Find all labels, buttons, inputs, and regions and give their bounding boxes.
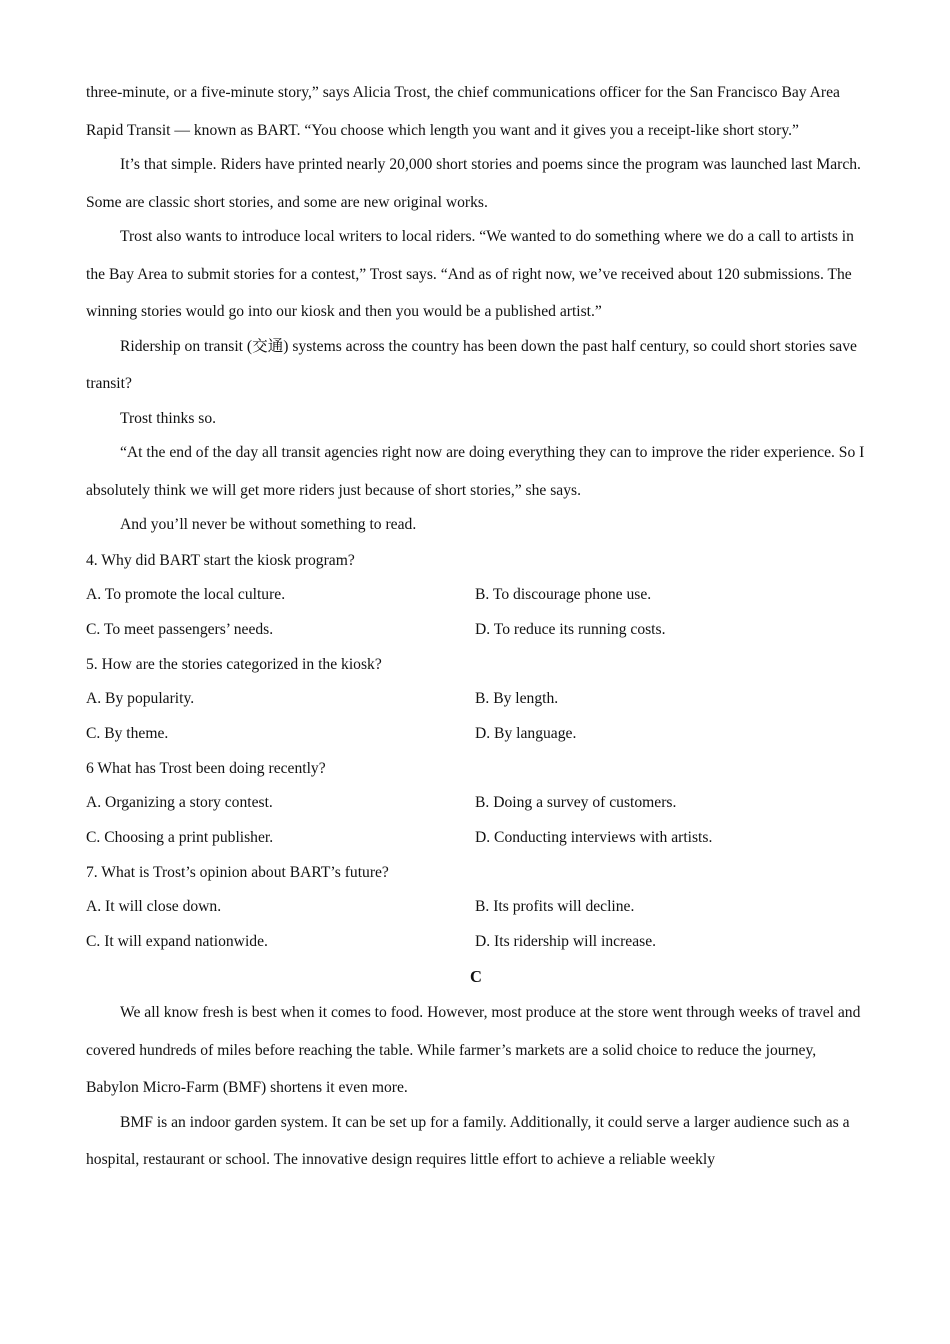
section-heading: C <box>470 966 482 986</box>
question-stem: 4. Why did BART start the kiosk program? <box>86 551 355 569</box>
question-stem: 7. What is Trost’s opinion about BART’s future? <box>86 863 389 881</box>
option-row <box>86 578 866 613</box>
passage-c <box>86 960 866 1179</box>
question-stem: 6 What has Trost been doing recently? <box>86 759 326 777</box>
question-4 <box>86 544 866 648</box>
paragraph: Trost also wants to introduce local writers to local riders. “We wanted to do something where we do a call to artists in the Bay Area to submit stories for a contest,” Trost says. “And as of right now, we’ve received about 120 submissions. The winning stories would go into our kiosk and then you would be a published artist.” <box>86 228 854 320</box>
question-stem: 5. How are the stories categorized in the kiosk? <box>86 655 382 673</box>
option-row <box>86 890 866 925</box>
option-b: B. Doing a survey of customers. <box>475 794 677 812</box>
option-d: D. Conducting interviews with artists. <box>475 829 713 846</box>
option-a: A. Organizing a story contest. <box>86 794 273 812</box>
option-b: B. To discourage phone use. <box>475 586 652 604</box>
option-d: D. By language. <box>475 724 577 742</box>
option-c: C. Choosing a print publisher. <box>86 829 274 846</box>
question-list <box>86 544 866 960</box>
passage-b <box>86 74 866 544</box>
option-d: D. Its ridership will increase. <box>475 933 657 951</box>
option-b: B. Its profits will decline. <box>475 898 635 916</box>
question-7 <box>86 856 866 960</box>
paragraph: Trost thinks so. <box>120 409 217 427</box>
paragraph: It’s that simple. Riders have printed nearly 20,000 short stories and poems since the program was launched last March. Some are classic short stories, and some are new original works. <box>86 156 861 211</box>
option-c: C. It will expand nationwide. <box>86 933 268 951</box>
option-row <box>86 821 866 856</box>
paragraph: Ridership on transit (交通) systems across the country has been down the past half century, so could short stories save transit? <box>86 337 857 392</box>
paragraph: We all know fresh is best when it comes to food. However, most produce at the store went through weeks of travel and covered hundreds of miles before reaching the table. While farmer’s markets are a solid choice to reduce the journey, Babylon Micro-Farm (BMF) shortens it even more. <box>86 1004 861 1097</box>
option-a: A. By popularity. <box>86 690 195 708</box>
question-6 <box>86 752 866 856</box>
option-c: C. By theme. <box>86 724 169 742</box>
option-a: A. It will close down. <box>86 898 222 916</box>
paragraph: three-minute, or a five-minute story,” says Alicia Trost, the chief communications officer for the San Francisco Bay Area Rapid Transit — known as BART. “You choose which length you want and it gives you a receipt-like short story.” <box>86 84 840 139</box>
paragraph: And you’ll never be without something to read. <box>120 516 417 533</box>
option-a: A. To promote the local culture. <box>86 586 286 604</box>
option-row <box>86 786 866 821</box>
option-d: D. To reduce its running costs. <box>475 620 666 638</box>
option-row <box>86 682 866 717</box>
option-row <box>86 613 866 648</box>
document-page <box>86 76 866 1179</box>
option-row <box>86 717 866 752</box>
paragraph: “At the end of the day all transit agencies right now are doing everything they can to improve the rider experience. So I absolutely think we will get more riders just because of short stories,” she says. <box>86 444 865 499</box>
option-c: C. To meet passengers’ needs. <box>86 620 274 638</box>
question-5 <box>86 648 866 752</box>
option-b: B. By length. <box>475 690 559 708</box>
option-row <box>86 925 866 960</box>
paragraph: BMF is an indoor garden system. It can be set up for a family. Additionally, it could serve a larger audience such as a hospital, restaurant or school. The innovative design requires little effort to achieve a reliable weekly <box>86 1113 850 1169</box>
